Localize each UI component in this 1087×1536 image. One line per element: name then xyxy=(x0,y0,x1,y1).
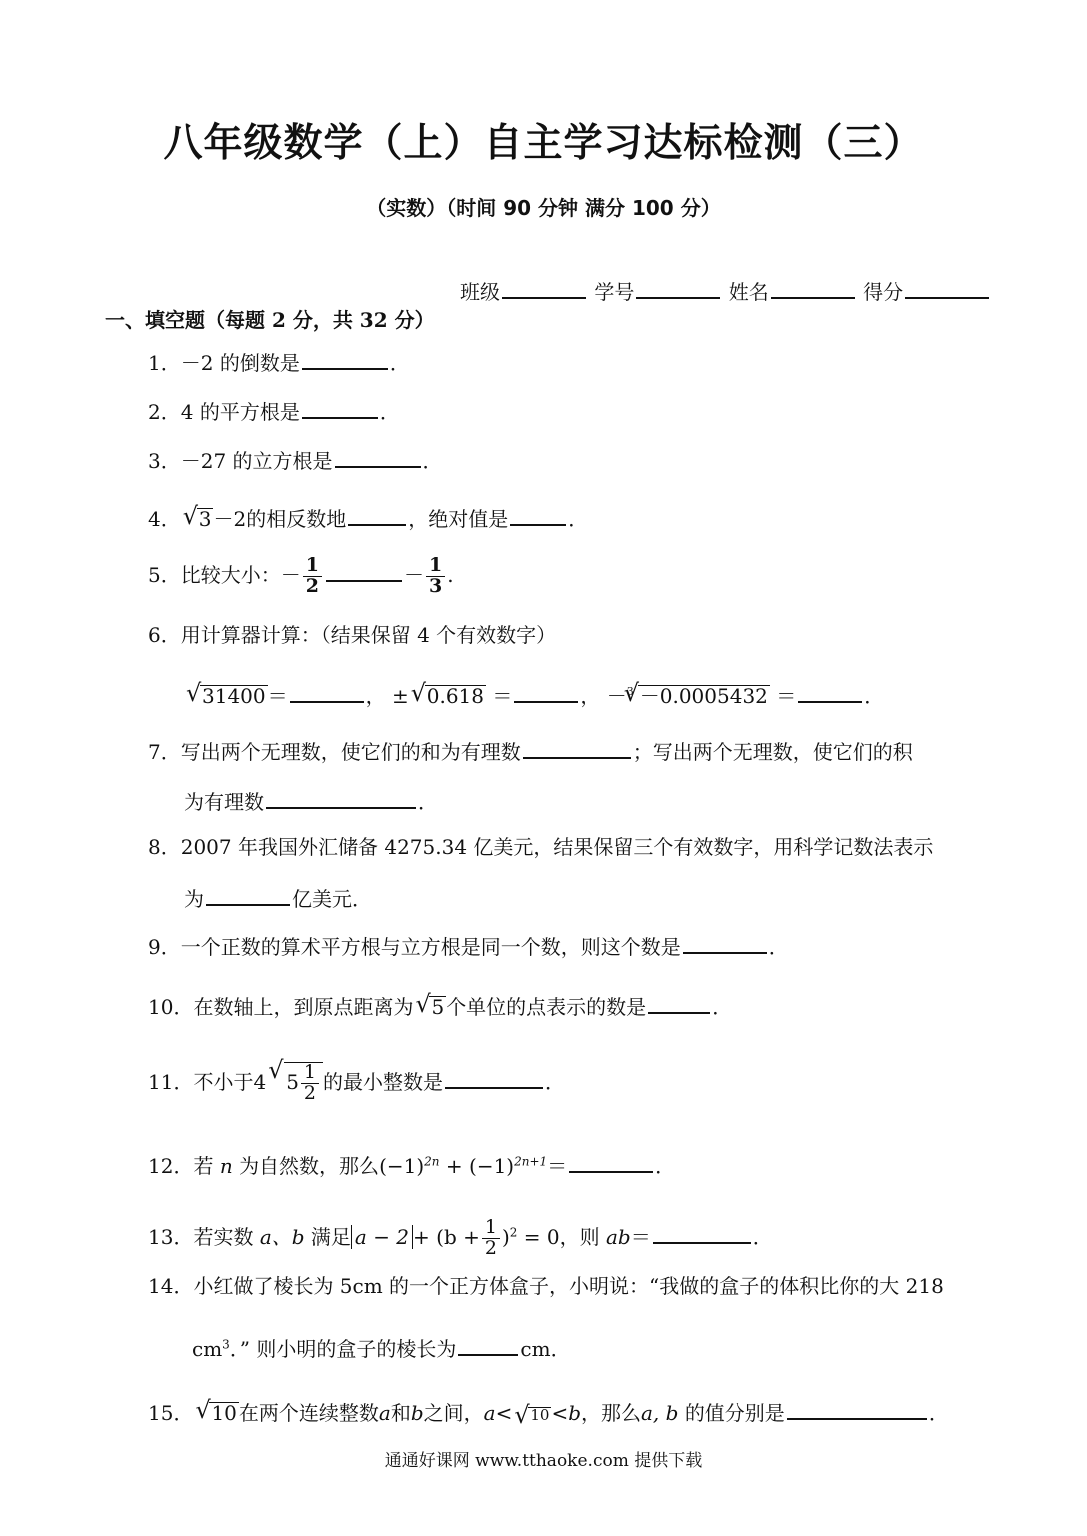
answer-blank-2[interactable] xyxy=(514,683,578,703)
question-end: ． xyxy=(752,1224,773,1249)
answer-blank[interactable] xyxy=(653,1224,751,1244)
answer-blank[interactable] xyxy=(445,1069,543,1089)
question-end: ． xyxy=(545,1069,566,1094)
question-text-2: 的最小整数是 xyxy=(323,1069,444,1094)
question-text: 2007 年我国外汇储备 4275.34 亿美元，结果保留三个有效数字，用科学记数法表示 xyxy=(180,835,934,859)
answer-blank[interactable] xyxy=(683,934,767,954)
answer-blank[interactable] xyxy=(648,994,710,1014)
product-ab: ab xyxy=(605,1224,631,1249)
equals-sign: ＝ xyxy=(630,1224,651,1249)
question-number: 6． xyxy=(148,623,181,647)
question-number: 13． xyxy=(148,1224,194,1249)
question-text: 在数轴上，到原点距离为 xyxy=(193,995,414,1019)
question-6 xyxy=(148,625,556,645)
variable-a: a, xyxy=(641,1401,660,1425)
radicand: 0.618 xyxy=(426,684,485,708)
answer-blank-compare[interactable] xyxy=(326,562,402,582)
numerator: 1 xyxy=(303,556,322,577)
score-label: 得分 xyxy=(863,280,904,304)
equals-sign: ＝ xyxy=(776,684,797,708)
question-number: 4． xyxy=(148,507,181,531)
question-text: 4 的平方根是 xyxy=(180,400,300,424)
question-text: 为有理数 xyxy=(184,790,264,814)
question-10 xyxy=(148,994,732,1017)
question-text: －27 的立方根是 xyxy=(180,449,333,473)
question-text-3: ，那么 xyxy=(581,1401,641,1425)
question-text: 小红做了棱长为 5cm 的一个正方体盒子，小明说：“我做的盒子的体积比你的大 218 xyxy=(193,1274,944,1298)
expression-base: (−1) xyxy=(379,1154,425,1178)
question-end: ． xyxy=(768,935,789,959)
fraction-half xyxy=(303,556,322,597)
question-end: ． xyxy=(655,1154,676,1178)
sqrt-expression xyxy=(183,508,214,529)
question-1 xyxy=(148,350,410,373)
question-5 xyxy=(148,556,454,597)
question-15 xyxy=(148,1400,949,1423)
question-text-end: 亿美元． xyxy=(292,887,372,911)
answer-blank[interactable] xyxy=(569,1153,653,1173)
equals-sign: ＝ xyxy=(492,684,513,708)
question-end: ． xyxy=(418,790,438,814)
question-text: 用计算器计算：（结果保留 4 个有效数字） xyxy=(180,623,557,647)
denominator: 3 xyxy=(428,574,443,597)
variable-a: a xyxy=(378,1401,391,1425)
question-number: 2． xyxy=(148,400,181,424)
question-14-line2 xyxy=(192,1336,571,1359)
question-number: 5． xyxy=(148,562,181,587)
answer-blank-sum[interactable] xyxy=(523,739,631,759)
question-text-mid: ，绝对值是 xyxy=(408,507,509,531)
question-6-calculations xyxy=(184,683,884,706)
sqrt-mixed-number xyxy=(268,1062,323,1104)
student-info-row xyxy=(460,276,991,305)
variable-n: n xyxy=(219,1154,233,1178)
question-text-4: 的值分别是 xyxy=(684,1401,785,1425)
denominator: 2 xyxy=(303,1081,317,1104)
answer-blank-product[interactable] xyxy=(266,789,416,809)
question-text: －2 的倒数是 xyxy=(180,351,300,375)
question-end: ． xyxy=(389,351,410,375)
question-text-2: 个单位的点表示的数是 xyxy=(446,995,647,1019)
class-blank[interactable] xyxy=(502,279,586,299)
question-end: ． xyxy=(379,400,400,424)
fraction xyxy=(301,1063,319,1104)
question-number: 3． xyxy=(148,449,181,473)
question-text: 一个正数的算术平方根与立方根是同一个数，则这个数是 xyxy=(180,935,681,959)
numerator: 1 xyxy=(301,1063,319,1084)
inequality-left: a< xyxy=(483,1401,513,1425)
page-subtitle: （实数）（时间 90 分钟 满分 100 分） xyxy=(366,196,721,220)
question-number: 10． xyxy=(148,995,194,1019)
radicand: 5 xyxy=(431,995,445,1019)
sqrt-expression xyxy=(415,996,446,1017)
equals-zero: = 0 xyxy=(517,1224,560,1249)
question-number: 15． xyxy=(148,1401,194,1425)
question-11 xyxy=(148,1062,565,1104)
radicand: －0.0005432 xyxy=(639,684,768,708)
question-end: cm． xyxy=(520,1337,571,1361)
question-end: . xyxy=(447,562,454,587)
answer-blank-3[interactable] xyxy=(798,683,862,703)
minus-sign: － xyxy=(606,684,627,708)
question-end: ． xyxy=(928,1401,949,1425)
radicand: 10 xyxy=(530,1406,550,1424)
exponent: 2n+1 xyxy=(514,1154,548,1169)
answer-blank[interactable] xyxy=(458,1336,518,1356)
sqrt-expression xyxy=(195,1402,238,1423)
question-7 xyxy=(148,739,913,762)
sqrt-expression xyxy=(186,685,268,706)
id-blank[interactable] xyxy=(636,279,720,299)
question-text-2: 之间， xyxy=(423,1401,484,1425)
question-7-line2 xyxy=(184,789,438,812)
question-text: 的相反数地 xyxy=(246,507,347,531)
absolute-value: a − 2 xyxy=(351,1225,413,1249)
question-2 xyxy=(148,399,400,422)
id-label: 学号 xyxy=(594,280,635,304)
exponent: 2 xyxy=(509,1225,518,1240)
name-label: 姓名 xyxy=(728,280,769,304)
separator: ， xyxy=(365,684,386,708)
question-text-2: 满足 xyxy=(310,1224,351,1249)
radicand: 31400 xyxy=(202,684,266,708)
question-number: 14． xyxy=(148,1274,194,1298)
fraction xyxy=(482,1218,500,1259)
exponent: 2n xyxy=(424,1154,440,1169)
answer-blank-abs[interactable] xyxy=(510,506,566,526)
equals-sign: ＝ xyxy=(267,684,288,708)
answer-blank[interactable] xyxy=(302,399,378,419)
question-text: 不小于 xyxy=(193,1069,254,1094)
question-text: 若实数 xyxy=(193,1224,254,1249)
expression-base: (−1) xyxy=(469,1154,515,1178)
answer-blank[interactable] xyxy=(335,448,421,468)
question-end: ． xyxy=(568,507,589,531)
question-number: 9． xyxy=(148,935,181,959)
question-end: ． xyxy=(422,449,443,473)
score-blank[interactable] xyxy=(905,279,989,299)
question-number: 11． xyxy=(148,1069,194,1094)
name-blank[interactable] xyxy=(771,279,855,299)
cube-root-index: 3 xyxy=(626,685,634,699)
plus-minus-sign: ± xyxy=(391,684,409,708)
question-8-line2 xyxy=(184,886,372,909)
question-end: ． xyxy=(864,684,885,708)
page-title: 八年级数学（上）自主学习达标检测（三） xyxy=(163,121,924,166)
denominator: 2 xyxy=(305,574,319,597)
question-text-3: ，则 xyxy=(559,1224,600,1249)
exponent: 3 xyxy=(222,1337,230,1352)
question-3 xyxy=(148,448,443,471)
question-text: 若 xyxy=(193,1154,214,1178)
sqrt-expression-small xyxy=(514,1407,551,1423)
question-number: 8． xyxy=(148,835,181,859)
answer-blank-1[interactable] xyxy=(290,683,364,703)
variable-b: b xyxy=(665,1401,679,1425)
question-text: 为 xyxy=(184,887,204,911)
whole-part: 5 xyxy=(286,1069,299,1094)
variables: a、b xyxy=(259,1224,305,1249)
class-label: 班级 xyxy=(460,280,500,304)
question-text: 在两个连续整数 xyxy=(238,1401,379,1425)
close-paren: ) xyxy=(501,1224,510,1249)
question-text: 比较大小： xyxy=(180,562,281,587)
minus-sign: － xyxy=(280,562,301,587)
equals-sign: ＝ xyxy=(547,1154,568,1178)
conjunction: 和 xyxy=(390,1401,411,1425)
question-14 xyxy=(148,1276,944,1296)
radicand: 10 xyxy=(211,1401,237,1425)
question-text: 写出两个无理数，使它们的和为有理数 xyxy=(180,740,521,764)
answer-blank[interactable] xyxy=(787,1400,927,1420)
question-13 xyxy=(148,1218,773,1259)
inequality-right: <b xyxy=(551,1401,581,1425)
expression: －2 xyxy=(213,507,247,531)
question-9 xyxy=(148,934,789,957)
question-end: ． xyxy=(712,995,733,1019)
question-number: 7． xyxy=(148,740,181,764)
question-8 xyxy=(148,837,933,857)
question-text-mid: ；写出两个无理数，使它们的积 xyxy=(632,740,913,764)
answer-blank[interactable] xyxy=(302,350,388,370)
coefficient: 4 xyxy=(253,1069,267,1094)
fraction-third xyxy=(426,556,445,597)
question-12 xyxy=(148,1153,675,1176)
unit: cm xyxy=(192,1337,223,1361)
radicand: 3 xyxy=(198,507,212,531)
minus-sign: － xyxy=(403,562,424,587)
denominator: 2 xyxy=(484,1236,497,1259)
variable-b: b xyxy=(410,1401,424,1425)
question-number: 12． xyxy=(148,1154,194,1178)
question-text-2: 为自然数，那么 xyxy=(239,1154,380,1178)
question-number: 1． xyxy=(148,351,181,375)
radicand xyxy=(284,1062,323,1104)
separator: ， xyxy=(580,684,601,708)
answer-blank-opposite[interactable] xyxy=(348,506,406,526)
numerator: 1 xyxy=(482,1218,500,1239)
expression-part: + (b + xyxy=(413,1224,480,1249)
cube-root-expression xyxy=(624,685,770,706)
numerator: 1 xyxy=(426,556,445,577)
plus-sign: + xyxy=(445,1154,463,1178)
footer-source: 通通好课网 www.tthaoke.com 提供下载 xyxy=(384,1451,703,1471)
question-text: ．” 则小明的盒子的棱长为 xyxy=(229,1337,457,1361)
answer-blank[interactable] xyxy=(206,886,290,906)
sqrt-expression xyxy=(411,685,486,706)
question-4 xyxy=(148,506,588,529)
section-fill-blanks-title: 一、填空题（每题 2 分，共 32 分） xyxy=(105,308,435,332)
